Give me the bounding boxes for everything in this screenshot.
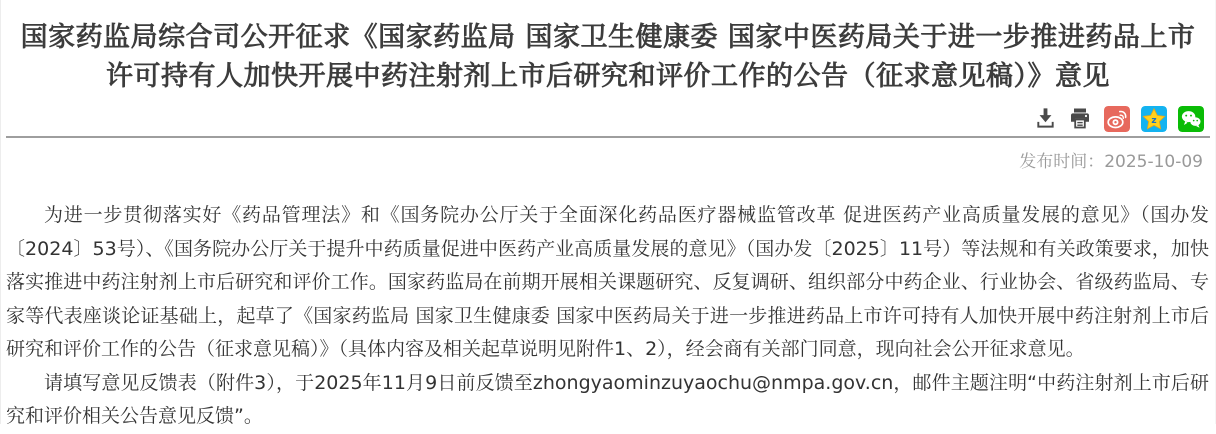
qzone-icon [1141,106,1167,132]
share-wechat-button[interactable] [1178,106,1204,132]
print-button[interactable] [1067,106,1093,132]
article-paragraph: 请填写意见反馈表（附件3），于2025年11月9日前反馈至zhongyaominzuyaochu@nmpa.gov.cn，邮件主题注明“中药注射剂上市后研究和评价相关公告意见反馈”。 [6,371,1209,427]
weibo-icon [1104,106,1130,132]
share-qzone-button[interactable] [1141,106,1167,132]
svg-text:z: z [1151,115,1157,126]
download-icon [1034,105,1057,133]
download-button[interactable] [1032,106,1058,132]
toolbar [1,105,1215,133]
article-body [1,172,1215,434]
share-weibo-button[interactable] [1104,106,1130,132]
publish-date: 发布时间：2025-10-09 [1019,152,1203,172]
article-paragraph: 为进一步贯彻落实好《药品管理法》和《国务院办公厅关于全面深化药品医疗器械监管改革 促进医药产业高质量发展的意见》（国办发〔2024〕53号）、《国务院办公厅关于提升中药质量促进中医药产业高质量发展的意见》（国办发〔2025〕11号）等法规和有关政策要求，加快落实推进中药注射剂上市后研究和评价工作。国家药监局在前期开展相关课题研究、反复调研、组织部分中药企业、行业协会、省级药监局、专家等代表座谈论证基础上，起草了《国家药监局 国家卫生健康委 国家中医药局关于进一步推进药品上市许可持有人加快开展中药注射剂上市后研究和评价工作的公告（征求意见稿）》（具体内容及相关起草说明见附件1、2），经会商有关部门同意，现向社会公开征求意见。 [6,204,1209,360]
page-title: 国家药监局综合司公开征求《国家药监局 国家卫生健康委 国家中医药局关于进一步推进药品上市许可持有人加快开展中药注射剂上市后研究和评价工作的公告（征求意见稿）》意见 [20,22,1196,92]
wechat-icon [1178,106,1204,132]
print-icon [1068,106,1092,133]
